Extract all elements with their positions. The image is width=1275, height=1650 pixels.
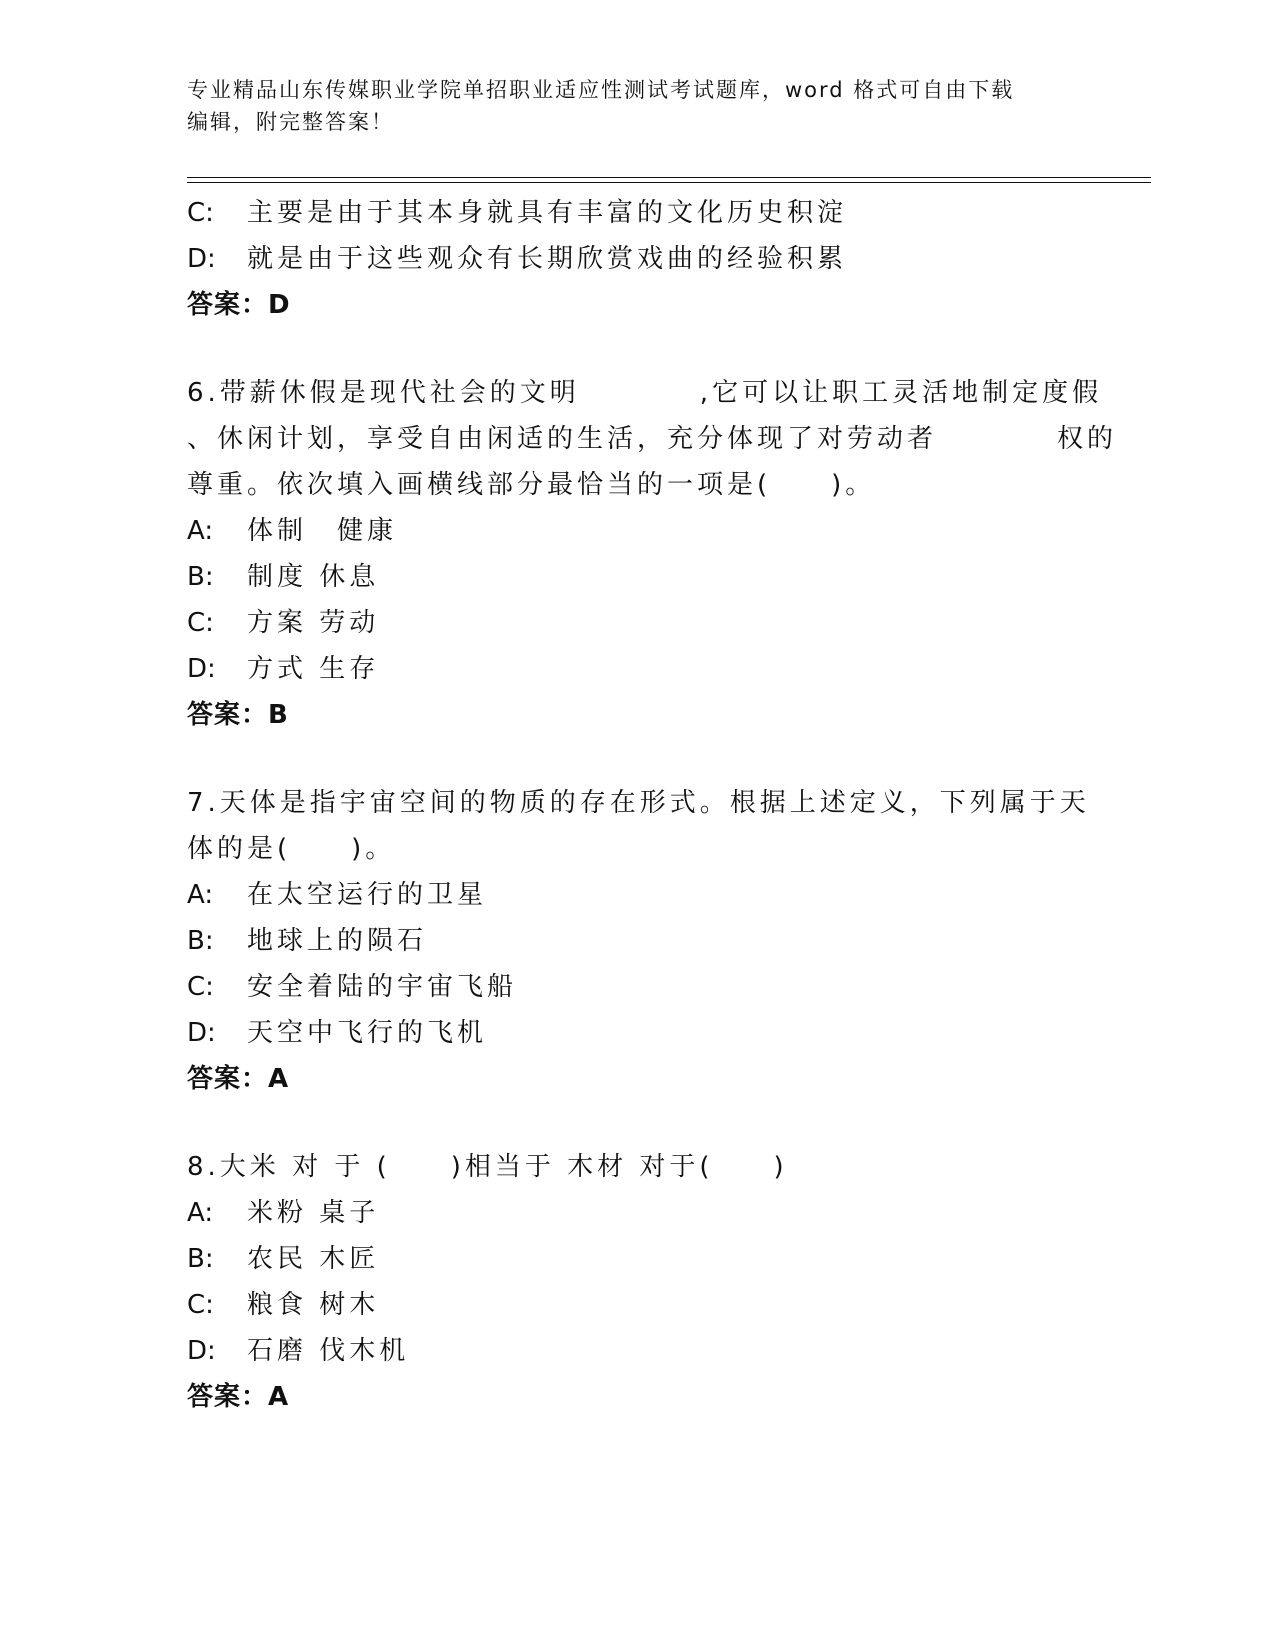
option-letter: D:: [187, 1336, 216, 1366]
header-line-2: 编辑，附完整答案！: [187, 110, 394, 134]
option-letter: D:: [187, 654, 216, 684]
page-header: [187, 74, 1087, 138]
header-rule-bottom: [187, 182, 1151, 183]
question-6: [187, 370, 1118, 738]
option-letter: C:: [187, 972, 214, 1002]
option-letter: A:: [187, 880, 214, 910]
option-d: [187, 1010, 1087, 1056]
option-text: 在太空运行的卫星: [247, 880, 488, 910]
option-c: [187, 600, 1087, 646]
option-d: [187, 646, 1087, 692]
option-text: 安全着陆的宇宙飞船: [247, 972, 518, 1002]
option-letter: D:: [187, 1018, 216, 1048]
question-text-line: 体的是( )。: [187, 834, 396, 864]
option-text: 地球上的陨石: [247, 926, 428, 956]
option-letter: B:: [187, 562, 214, 592]
option-text: 米粉 桌子: [247, 1198, 380, 1228]
option-text: 主要是由于其本身就具有丰富的文化历史积淀: [247, 198, 848, 228]
option-text: 制度 休息: [247, 562, 380, 592]
option-text: 石磨 伐木机: [247, 1336, 410, 1366]
option-c: [187, 964, 1087, 1010]
question-text-line: 尊重。依次填入画横线部分最恰当的一项是( )。: [187, 470, 876, 500]
option-b: [187, 554, 1087, 600]
question-text-line: 8.大米 对 于 ( )相当于 木材 对于( ): [187, 1152, 788, 1182]
option-text: 体制 健康: [247, 516, 398, 546]
option-letter: B:: [187, 926, 214, 956]
option-b: [187, 1236, 1087, 1282]
option-a: [187, 1190, 1087, 1236]
option-letter: A:: [187, 1198, 214, 1228]
question-text-line: 6.带薪休假是现代社会的文明 ,它可以让职工灵活地制定度假: [187, 378, 1103, 408]
option-c: [187, 1282, 1087, 1328]
question-text-line: 、休闲计划，享受自由闲适的生活，充分体现了对劳动者 权的: [187, 424, 1118, 454]
option-text: 天空中飞行的飞机: [247, 1018, 488, 1048]
question-7: [187, 780, 1090, 1102]
header-rule-top: [187, 177, 1151, 178]
answer-label: 答案：A: [187, 1064, 290, 1094]
option-text: 农民 木匠: [247, 1244, 380, 1274]
option-letter: D:: [187, 244, 216, 274]
option-letter: C:: [187, 608, 214, 638]
option-letter: C:: [187, 198, 214, 228]
option-text: 方案 劳动: [247, 608, 380, 638]
option-text: 就是由于这些观众有长期欣赏戏曲的经验积累: [247, 244, 848, 274]
option-c: [187, 190, 1087, 236]
option-text: 方式 生存: [247, 654, 380, 684]
option-a: [187, 872, 1087, 918]
option-b: [187, 918, 1087, 964]
answer-label: 答案：A: [187, 1382, 290, 1412]
option-d: [187, 236, 1087, 282]
question-8: [187, 1144, 1087, 1420]
option-text: 粮食 树木: [247, 1290, 380, 1320]
option-d: [187, 1328, 1087, 1374]
option-a: [187, 508, 1087, 554]
question-content: [187, 190, 1118, 1420]
question-text-line: 7.天体是指宇宙空间的物质的存在形式。根据上述定义，下列属于天: [187, 788, 1090, 818]
option-letter: A:: [187, 516, 214, 546]
option-letter: B:: [187, 1244, 214, 1274]
option-letter: C:: [187, 1290, 214, 1320]
header-line-1: 专业精品山东传媒职业学院单招职业适应性测试考试题库，word 格式可自由下载: [187, 78, 1015, 102]
prev-question: [187, 190, 1087, 328]
answer-label: 答案：D: [187, 290, 291, 320]
answer-label: 答案：B: [187, 700, 289, 730]
